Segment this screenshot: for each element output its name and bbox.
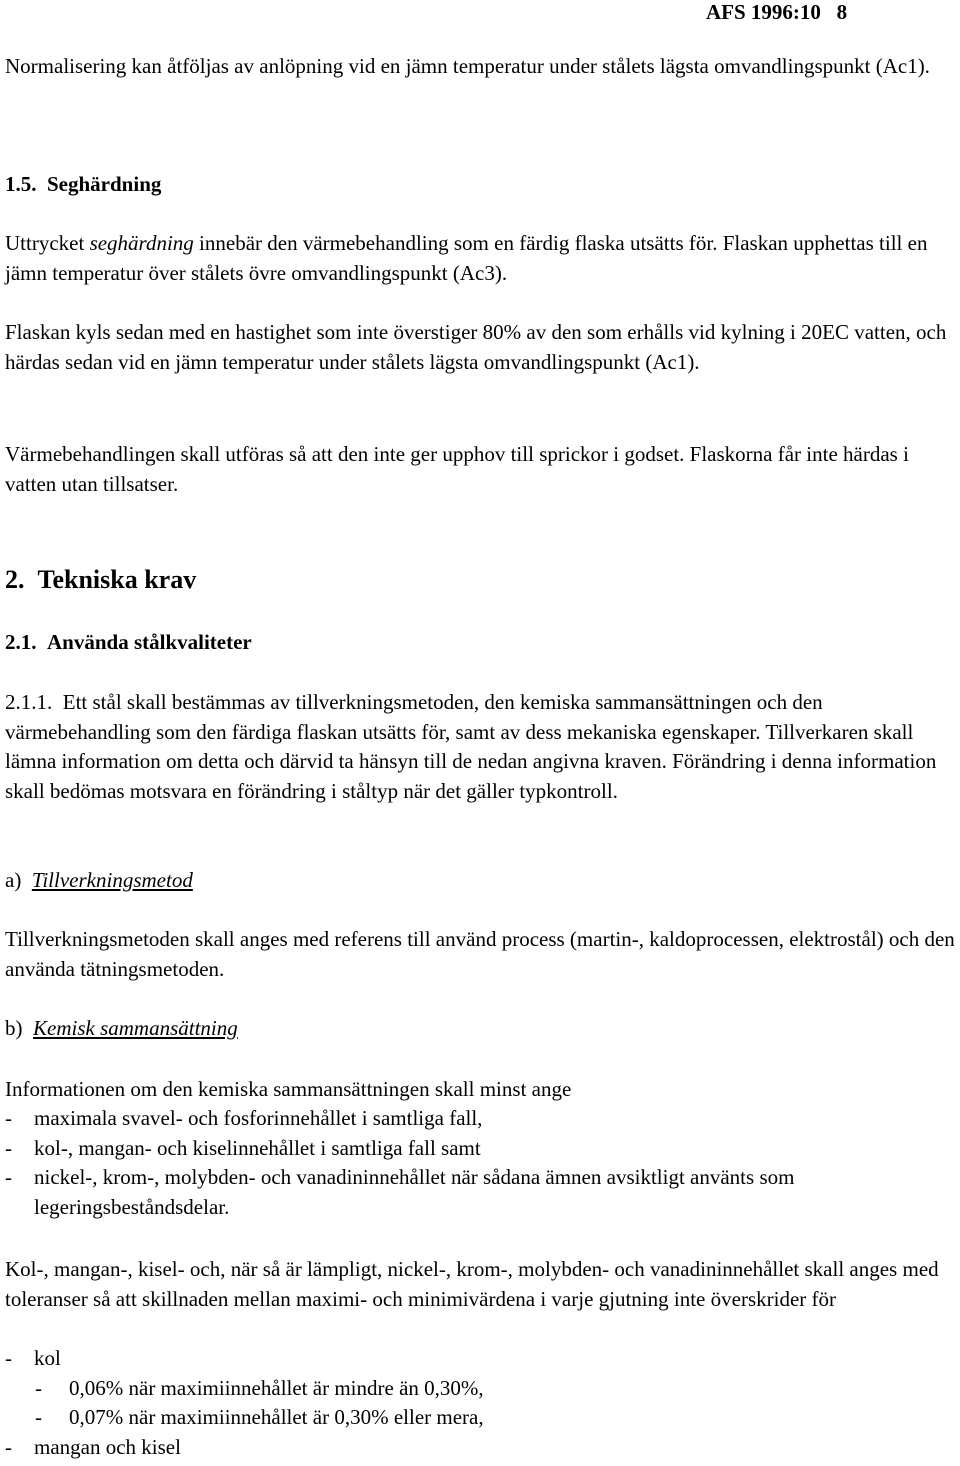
section-heading-1-5: [5, 170, 955, 200]
text-run: Uttrycket: [5, 231, 90, 255]
item-title: Tillverkningsmetod: [31, 868, 193, 892]
list-item-mangan: [5, 1433, 955, 1463]
tolerance-list: [5, 1344, 955, 1462]
section-number: 1.5.: [5, 172, 37, 196]
composition-list: [5, 1104, 955, 1222]
dash-marker: -: [5, 1434, 12, 1459]
list-item-text: maximala svavel- och fosforinnehållet i samtliga fall,: [34, 1106, 483, 1130]
list-item-text: kol-, mangan- och kiselinnehållet i samtliga fall samt: [34, 1135, 481, 1160]
subheading-a: [5, 866, 955, 896]
item-title: Kemisk sammansättning: [33, 1016, 238, 1040]
list-item-text: 0,07% när maximiinnehållet är 0,30% eller mera,: [69, 1405, 484, 1429]
page-number: 8: [836, 0, 848, 24]
clause-number: 2.1.1.: [5, 690, 53, 714]
list-item-text: 0,06% när maximiinnehållet är mindre än 0,30%,: [69, 1375, 484, 1400]
dash-marker: -: [5, 1165, 12, 1189]
paragraph-tillverkningsmetod: Tillverkningsmetoden skall anges med referens till använd process (martin-, kaldoprocessen, elektrostål) och den använda tätningsmetoden.: [5, 927, 955, 981]
section-number: 2.1.: [5, 630, 37, 654]
item-letter: b): [5, 1016, 23, 1040]
list-item-text: nickel-, krom-, molybden- och vanadininnehållet när sådana ämnen avsiktligt använts som legeringsbeståndsdelar.: [34, 1165, 795, 1219]
paragraph-varmebehandling: Värmebehandlingen skall utföras så att den inte ger upphov till sprickor i godset. Flaskorna får inte härdas i vatten utan tillsatser.: [5, 442, 909, 496]
paragraph-uttrycket: [5, 229, 955, 288]
list-item: [5, 1134, 955, 1164]
page-header: [706, 0, 956, 27]
item-letter: a): [5, 868, 22, 892]
section-title: Tekniska krav: [37, 565, 197, 594]
subheading-b: [5, 1014, 955, 1044]
list-item: [5, 1104, 955, 1134]
list-item: [5, 1163, 955, 1222]
section-heading-2: [5, 564, 955, 596]
section-title: Seghärdning: [47, 172, 162, 196]
paragraph-normalisering: Normalisering kan åtföljas av anlöpning vid en jämn temperatur under stålets lägsta omvandlingspunkt (Ac1).: [5, 54, 930, 78]
paragraph-kyls: Flaskan kyls sedan med en hastighet som inte överstiger 80% av den som erhålls vid kylning i 20EC vatten, och härdas sedan vid en jämn temperatur under stålets lägsta omvandlingspunkt (Ac1).: [5, 320, 947, 374]
clause-text: Ett stål skall bestämmas av tillverkningsmetoden, den kemiska sammansättningen och den värmebehandling som den färdiga flaskan utsätts för, samt av dess mekaniska egenskaper. Tillverkaren skall lämna information om detta och därvid ta hänsyn till de nedan angivna kraven. Förändring i denna information skall bedömas motsvara en förändring i ståltyp när det gäller typkontroll.: [5, 690, 937, 803]
dash-marker: -: [5, 1346, 12, 1370]
dash-marker: -: [5, 1106, 12, 1130]
dash-marker: -: [5, 1135, 12, 1160]
sublist-item: [5, 1374, 955, 1404]
list-item-kol: [5, 1344, 955, 1374]
document-reference: AFS 1996:10: [706, 0, 821, 24]
paragraph-2-1-1: [5, 688, 955, 806]
dash-marker: -: [35, 1375, 42, 1400]
paragraph-informationen: Informationen om den kemiska sammansättningen skall minst ange: [5, 1077, 572, 1101]
section-number: 2.: [5, 565, 25, 594]
paragraph-toleranser: Kol-, mangan-, kisel- och, när så är lämpligt, nickel-, krom-, molybden- och vanadininnehållet skall anges med toleranser så att skillnaden mellan maximi- och minimivärdena i varje gjutning inte överskrider för: [5, 1257, 939, 1311]
list-item-text: mangan och kisel: [34, 1434, 181, 1459]
list-item-text: kol: [34, 1346, 61, 1370]
italic-term: seghärdning: [89, 231, 194, 255]
section-title: Använda stålkvaliteter: [47, 630, 252, 654]
section-heading-2-1: [5, 628, 955, 658]
text-run: innebär den värmebehandling som en färdig flaska utsätts för. Flaskan upphettas till en jämn temperatur över stålets övre omvandlingspunkt (Ac3).: [5, 231, 928, 285]
dash-marker: -: [35, 1405, 42, 1429]
sublist-item: [5, 1403, 955, 1433]
